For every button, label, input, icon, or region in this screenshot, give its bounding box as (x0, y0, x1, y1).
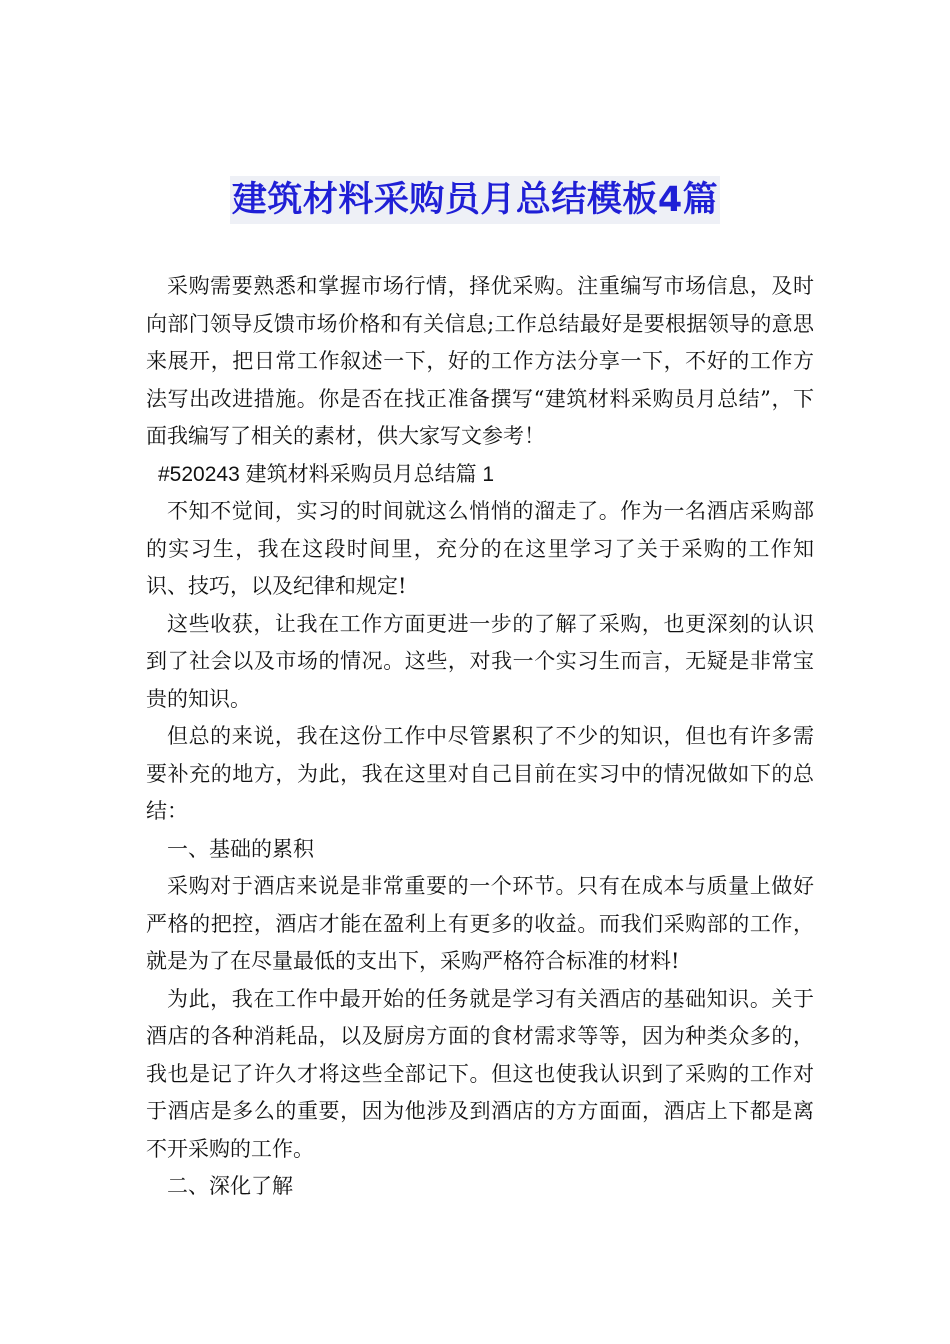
body-paragraph-1: 不知不觉间，实习的时间就这么悄悄的溜走了。作为一名酒店采购部的实习生，我在这段时间里，充分的在这里学习了关于采购的工作知识、技巧，以及纪律和规定! (146, 499, 814, 598)
article-heading: #520243 建筑材料采购员月总结篇 1 (158, 462, 495, 486)
body-paragraph-3: 但总的来说，我在这份工作中尽管累积了不少的知识，但也有许多需要补充的地方，为此，我在这里对自己目前在实习中的情况做如下的总结： (146, 724, 814, 823)
title-container (0, 176, 950, 224)
document-title: 建筑材料采购员月总结模板4篇 (230, 176, 720, 224)
document-body (146, 268, 814, 1206)
section1-paragraph-2: 为此，我在工作中最开始的任务就是学习有关酒店的基础知识。关于酒店的各种消耗品，以及厨房方面的食材需求等等，因为种类众多的，我也是记了许久才将这些全部记下。但这也使我认识到了采购的工作对于酒店是多么的重要，因为他涉及到酒店的方方面面，酒店上下都是离不开采购的工作。 (146, 986, 814, 1161)
intro-paragraph: 采购需要熟悉和掌握市场行情，择优采购。注重编写市场信息，及时向部门领导反馈市场价格和有关信息;工作总结最好是要根据领导的意思来展开，把日常工作叙述一下，好的工作方法分享一下，不好的工作方法写出改进措施。你是否在找正准备撰写“建筑材料采购员月总结”，下面我编写了相关的素材，供大家写文参考！ (146, 274, 814, 448)
section1-paragraph-1: 采购对于酒店来说是非常重要的一个环节。只有在成本与质量上做好严格的把控，酒店才能在盈利上有更多的收益。而我们采购部的工作，就是为了在尽量最低的支出下，采购严格符合标准的材料! (146, 874, 814, 973)
body-paragraph-2: 这些收获，让我在工作方面更进一步的了解了采购，也更深刻的认识到了社会以及市场的情况。这些，对我一个实习生而言，无疑是非常宝贵的知识。 (146, 611, 814, 711)
section-heading-2: 二、深化了解 (167, 1174, 293, 1198)
section-heading-1: 一、基础的累积 (167, 836, 314, 861)
